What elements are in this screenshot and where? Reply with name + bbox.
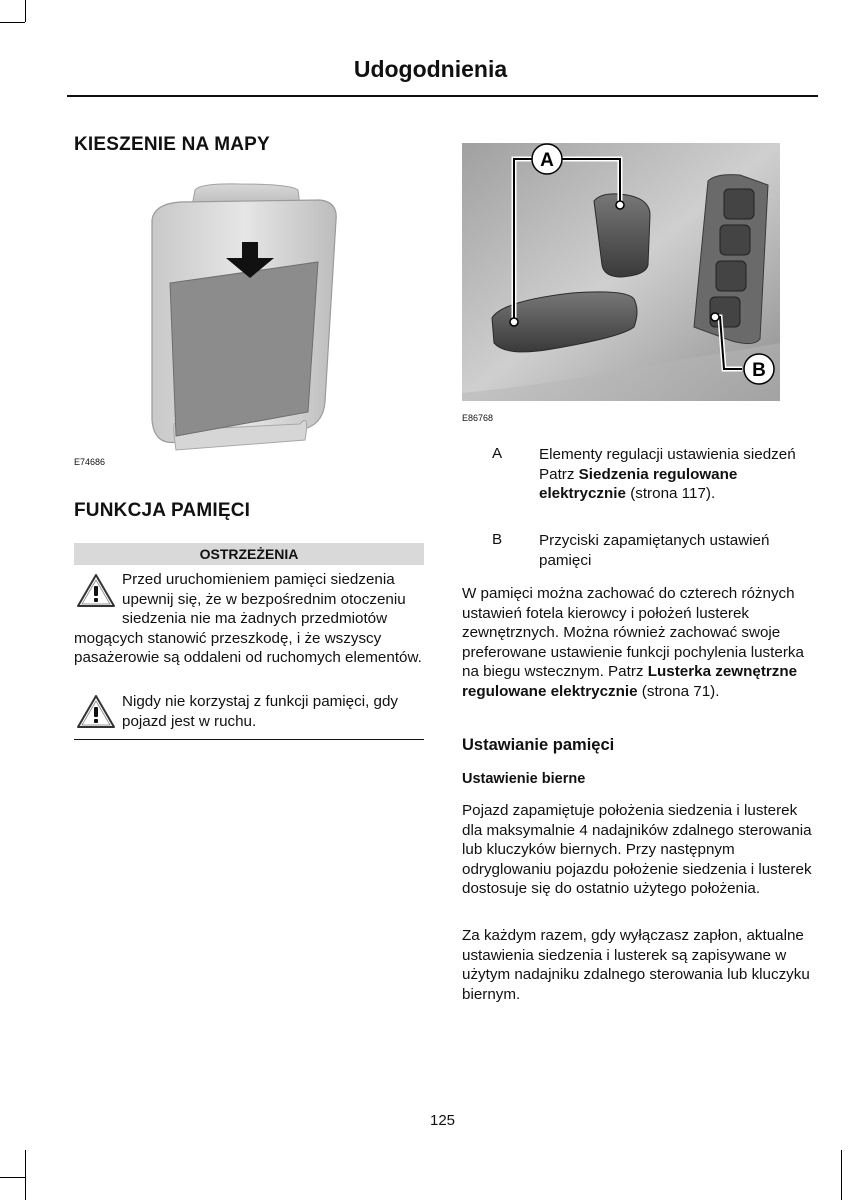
memory-function-heading: FUNKCJA PAMIĘCI	[74, 500, 251, 521]
callout-b: B	[752, 360, 766, 381]
figure-code: E86768	[462, 413, 494, 423]
warning-text-1: Przed uruchomieniem pamięci siedzenia upewnij się, że w bezpośrednim otoczeniu siedzenia nie ma żadnych przedmiotów mogących stanowić przeszkodę, i że wszyscy pasażerowie są oddaleni od ruchomych elementów.	[74, 571, 422, 666]
crop-mark	[25, 1150, 26, 1200]
callout-a: A	[540, 150, 554, 171]
page-header-title: Udogodnienia	[353, 56, 508, 82]
memory-intro-paragraph: W pamięci można zachować do czterech różnych ustawień fotela kierowcy i położeń lusterek zewnętrznych. Można również zachować swoje preferowane ustawienie funkcji pochylenia lusterka na biegu wstecznym. Patrz Lusterka zewnętrzne regulowane elektrycznie (strona 71).	[462, 585, 804, 700]
map-pockets-heading: KIESZENIE NA MAPY	[74, 134, 270, 155]
warning-text-2: Nigdy nie korzystaj z funkcji pamięci, gdy pojazd jest w ruchu.	[122, 693, 399, 730]
header-divider	[67, 95, 818, 97]
crop-mark	[25, 0, 26, 22]
crop-mark	[841, 1150, 842, 1200]
passive-setting-heading: Ustawienie bierne	[462, 771, 586, 787]
warnings-bottom-rule	[74, 739, 424, 740]
figure-code: E74686	[74, 457, 106, 467]
seat-memory-controls-illustration	[462, 143, 780, 401]
memory-setting-heading: Ustawianie pamięci	[462, 736, 615, 754]
warnings-title: OSTRZEŻENIA	[74, 543, 424, 565]
legend-letter-b: B	[492, 531, 503, 548]
ignition-paragraph: Za każdym razem, gdy wyłączasz zapłon, aktualne ustawienia siedzenia i lusterek są zapisywane w użytym nadajniku zdalnego sterowania lub kluczyku biernym.	[462, 927, 810, 1003]
crop-mark	[0, 22, 25, 23]
page-number: 125	[429, 1112, 456, 1129]
legend-text-a: Elementy regulacji ustawienia siedzeń Patrz Siedzenia regulowane elektrycznie (strona 117).	[539, 446, 796, 502]
legend-text-b: Przyciski zapamiętanych ustawień pamięci	[539, 532, 770, 569]
warning-triangle-icon	[76, 694, 116, 730]
crop-mark	[0, 1177, 25, 1178]
passive-setting-paragraph: Pojazd zapamiętuje położenia siedzenia i lusterek dla maksymalnie 4 nadajników zdalnego sterowania lub kluczyków biernych. Przy następnym odryglowaniu pojazdu położenie siedzenia i lusterek dostosuje się do ostatnio użytego położenia.	[462, 802, 812, 897]
seat-back-map-pocket-illustration	[140, 180, 345, 460]
legend-letter-a: A	[492, 445, 503, 462]
